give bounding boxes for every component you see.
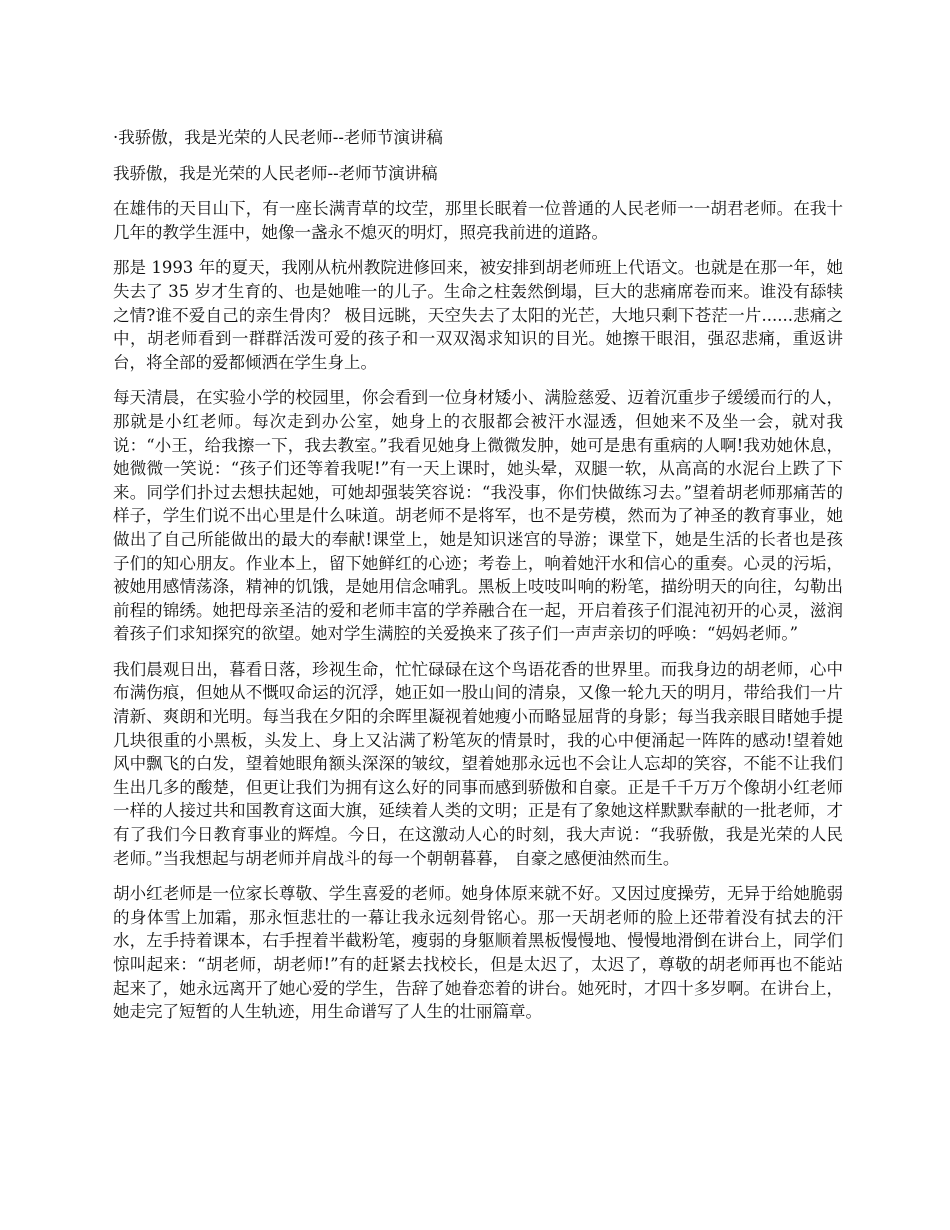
- paragraph-4: 我们晨观日出，暮看日落，珍视生命，忙忙碌碌在这个鸟语花香的世界里。而我身边的胡老师，心中布满伤痕，但她从不慨叹命运的沉浮，她正如一股山间的清泉，又像一轮九天的明月，带给我们一片清新、爽朗和光明。每当我在夕阳的余晖里凝视着她瘦小而略显屈背的身影；每当我亲眼目睹她手提几块很重的小黑板，头发上、身上又沾满了粉笔灰的情景时，我的心中便涌起一阵阵的感动!望着她风中飘飞的白发，望着她眼角额头深深的皱纹，望着她那永远也不会让人忘却的笑容，不能不让我们生出几多的酸楚，但更让我们为拥有这么好的同事而感到骄傲和自豪。正是千千万万个像胡小红老师一样的人接过共和国教育这面大旗，延续着人类的文明；正是有了象她这样默默奉献的一批老师，才有了我们今日教育事业的辉煌。今日，在这激动人心的时刻，我大声说：“我骄傲，我是光荣的人民老师。”当我想起与胡老师并肩战斗的每一个朝朝暮暮， 自豪之感便油然而生。: [113, 659, 843, 868]
- paragraph-1: 在雄伟的天目山下，有一座长满青草的坟茔，那里长眠着一位普通的人民老师一一胡君老师。在我十几年的教学生涯中，她像一盏永不熄灭的明灯，照亮我前进的道路。: [113, 199, 843, 242]
- paragraph-2: 那是 1993 年的夏天，我刚从杭州教院进修回来，被安排到胡老师班上代语文。也就是在那一年，她失去了 35 岁才生育的、也是她唯一的儿子。生命之柱轰然倒塌，巨大的悲痛席卷而来。谁没有舔犊之情?谁不爱自己的亲生骨肉？ 极目远眺，天空失去了太阳的光芒，大地只剩下苍茫一片......悲痛之中，胡老师看到一群群活泼可爱的孩子和一双双渴求知识的目光。她擦干眼泪，强忍悲痛，重返讲台，将全部的爱都倾洒在学生身上。: [113, 258, 843, 372]
- document-subtitle: 我骄傲，我是光荣的人民老师--老师节演讲稿: [113, 163, 438, 183]
- document-title: ·我骄傲，我是光荣的人民老师--老师节演讲稿: [113, 128, 443, 147]
- paragraph-3: 每天清晨，在实验小学的校园里，你会看到一位身材矮小、满脸慈爱、迈着沉重步子缓缓而行的人，那就是小红老师。每次走到办公室，她身上的衣服都会被汗水湿透，但她来不及坐一会，就对我说：“小王，给我擦一下，我去教室。”我看见她身上微微发肿，她可是患有重病的人啊!我劝她休息，她微微一笑说：“孩子们还等着我呢!”有一天上课时，她头晕，双腿一软，从高高的水泥台上跌了下来。同学们扑过去想扶起她，可她却强装笑容说：“我没事，你们快做练习去。”望着胡老师那痛苦的样子，学生们说不出心里是什么味道。胡老师不是将军，也不是劳模，然而为了神圣的教育事业，她做出了自己所能做出的最大的奉献!课堂上，她是知识迷宫的导游；课堂下，她是生活的长者也是孩子们的知心朋友。作业本上，留下她鲜红的心迹；考卷上，响着她汗水和信心的重奏。心灵的污垢，被她用感情荡涤，精神的饥饿，是她用信念哺乳。黑板上吱吱叫响的粉笔，描纷明天的向往，勾勒出前程的锦绣。她把母亲圣洁的爱和老师丰富的学养融合在一起，开启着孩子们混沌初开的心灵，滋润着孩子们求知探究的欲望。她对学生满腔的关爱换来了孩子们一声声亲切的呼唤：“妈妈老师。”: [113, 388, 843, 644]
- document-page: [113, 126, 843, 1036]
- paragraph-5: 胡小红老师是一位家长尊敬、学生喜爱的老师。她身体原来就不好。又因过度操劳，无异于给她脆弱的身体雪上加霜，那永恒悲壮的一幕让我永远刻骨铭心。那一天胡老师的脸上还带着没有拭去的汗水，左手持着课本，右手捏着半截粉笔，瘦弱的身躯顺着黑板慢慢地、慢慢地滑倒在讲台上，同学们惊叫起来：“胡老师，胡老师!”有的赶紧去找校长，但是太迟了，太迟了，尊敬的胡老师再也不能站起来了，她永远离开了她心爱的学生，告辞了她眷恋着的讲台。她死时，才四十多岁啊。在讲台上，她走完了短暂的人生轨迹，用生命谱写了人生的壮丽篇章。: [113, 884, 843, 1022]
